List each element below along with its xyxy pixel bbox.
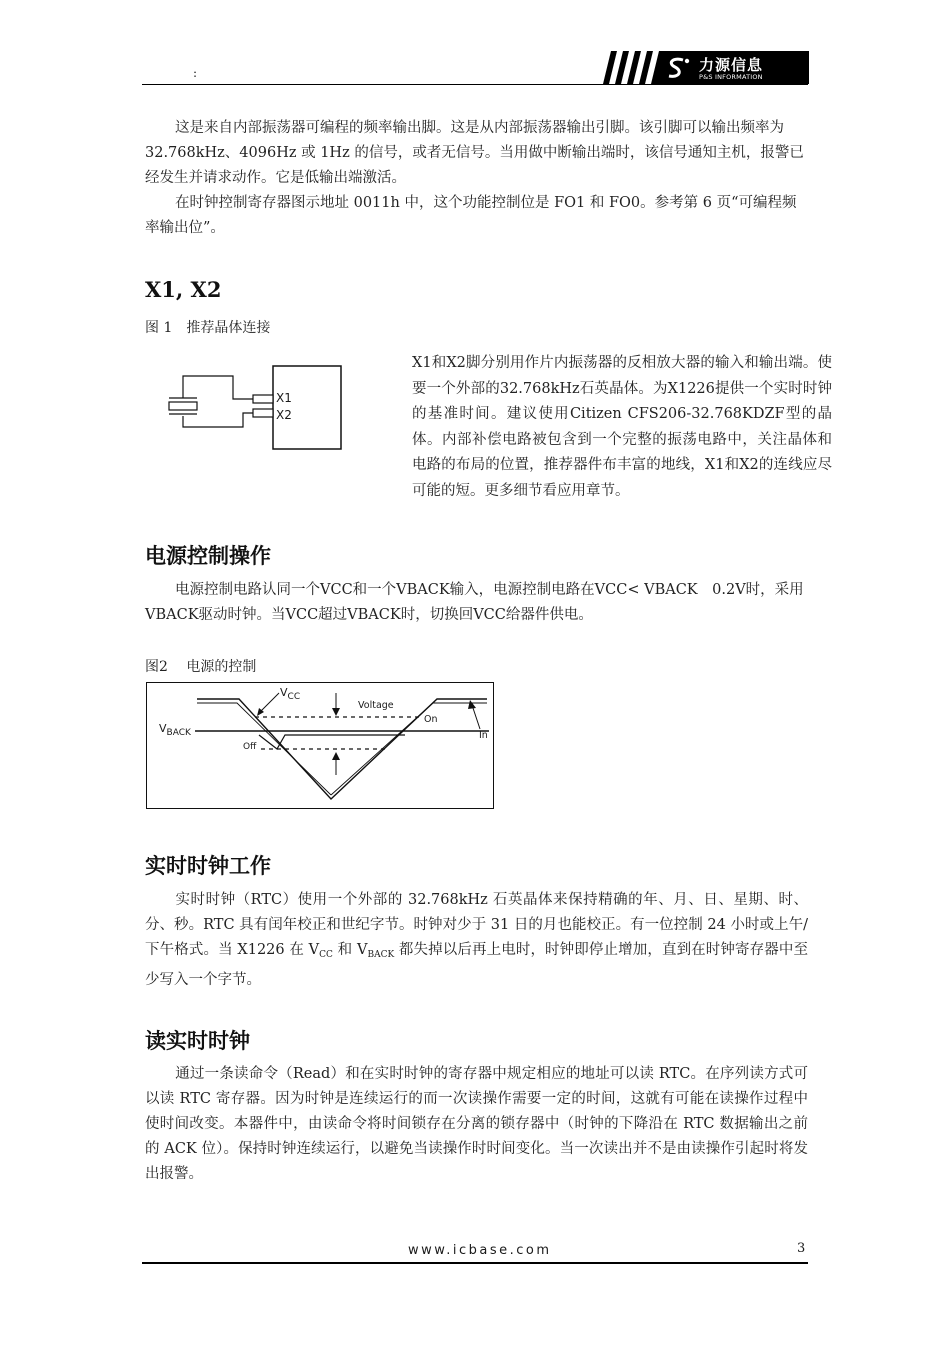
in-label: In	[479, 730, 488, 741]
on-label: On	[424, 714, 438, 725]
logo-name: 力源信息	[699, 56, 764, 74]
fo-paragraph-1	[145, 116, 808, 191]
logo-subtitle: P&S INFORMATION	[699, 73, 763, 81]
vcc-label-sub: CC	[287, 692, 301, 702]
read-rtc-heading: 读实时时钟	[145, 1028, 250, 1053]
fo-paragraph-2	[145, 191, 808, 241]
rtc-paragraph	[145, 888, 808, 993]
header-mark: :	[193, 66, 198, 80]
vback-label-main: V	[159, 722, 167, 735]
read-rtc-paragraph	[145, 1062, 808, 1187]
company-logo	[603, 51, 809, 84]
power-control-diagram	[146, 682, 494, 809]
vcc-label-main: V	[280, 686, 288, 699]
fo-paragraph-1-text: 这是来自内部振荡器可编程的频率输出脚。这是从内部振荡器输出引脚。该引脚可以输出频率为 32.768kHz、4096Hz 或 1Hz 的信号，或者无信号。当用做中断输出端时，该信号通知主机，报警已经发生并请求动作。它是低输出端激活。	[145, 120, 804, 186]
rtc-heading: 实时时钟工作	[145, 853, 271, 878]
x1x2-heading: X1, X2	[145, 277, 222, 302]
header-rule	[142, 84, 808, 85]
x1x2-description: X1和X2脚分别用作片内振荡器的反相放大器的输入和输出端。使要一个外部的32.768kHz石英晶体。为X1226提供一个实时时钟的基准时间。建议使用Citizen CFS206-32.768KDZF型的晶体。内部补偿电路被包含到一个完整的振荡电路中，关注晶体和电路的布局的位置，推荐器件布丰富的地线，X1和X2的连线应尽可能的短。更多细节看应用章节。	[412, 355, 832, 499]
fig2-caption: 图2 电源的控制	[145, 659, 257, 675]
rtc-sub-cc: CC	[319, 950, 333, 960]
rtc-sub-back: BACK	[367, 950, 395, 960]
pin-x1-label: X1	[276, 391, 292, 405]
pin-x2-label: X2	[276, 408, 292, 422]
page-number: 3	[797, 1241, 806, 1256]
rtc-text-c: 都失掉以后再上电时，时钟即停止增加，直到在时钟寄存器中至少写入一个字节。	[145, 942, 808, 988]
power-paragraph	[145, 578, 808, 628]
voltage-label: Voltage	[358, 700, 394, 711]
vback-label-sub: BACK	[166, 728, 191, 738]
rtc-text-a: 实时时钟（RTC）使用一个外部的 32.768kHz 石英晶体来保持精确的年、月、日、星期、时、分、秒。RTC 具有闰年校正和世纪字节。时钟对少于 31 日的月也能校正。有一位控制 24 小时或上午/下午格式。当 X1226 在 V	[145, 892, 808, 958]
footer-rule	[142, 1262, 808, 1264]
footer-url: www.icbase.com	[408, 1243, 552, 1258]
fig1-caption: 图 1 推荐晶体连接	[145, 320, 271, 336]
vback-label	[159, 722, 191, 738]
power-paragraph-text: 电源控制电路认同一个VCC和一个VBACK输入，电源控制电路在VCC< VBACK 0.2V时，采用VBACK驱动时钟。当VCC超过VBACK时，切换回VCC给器件供电。	[145, 582, 804, 623]
read-rtc-paragraph-text: 通过一条读命令（Read）和在实时时钟的寄存器中规定相应的地址可以读 RTC。在序列读方式可以读 RTC 寄存器。因为时钟是连续运行的而一次读操作需要一定的时间，这就有可能在读操作过程中使时间改变。本器件中，由读命令将时间锁存在分离的锁存器中（时钟的下降沿在 RTC 数据输出之前的 ACK 位）。保持时钟连续运行，以避免当读操作时时间变化。当一次读出并不是由读操作引起时将发出报警。	[145, 1066, 808, 1182]
power-heading: 电源控制操作	[145, 543, 271, 568]
rtc-text-b: 和 V	[332, 942, 368, 958]
off-label: Off	[243, 742, 257, 752]
fo-paragraph-2-text: 在时钟控制寄存器图示地址 0011h 中，这个功能控制位是 FO1 和 FO0。参考第 6 页“可编程频率输出位”。	[145, 195, 797, 236]
vcc-label	[280, 686, 300, 702]
crystal-connection-diagram	[163, 360, 348, 455]
